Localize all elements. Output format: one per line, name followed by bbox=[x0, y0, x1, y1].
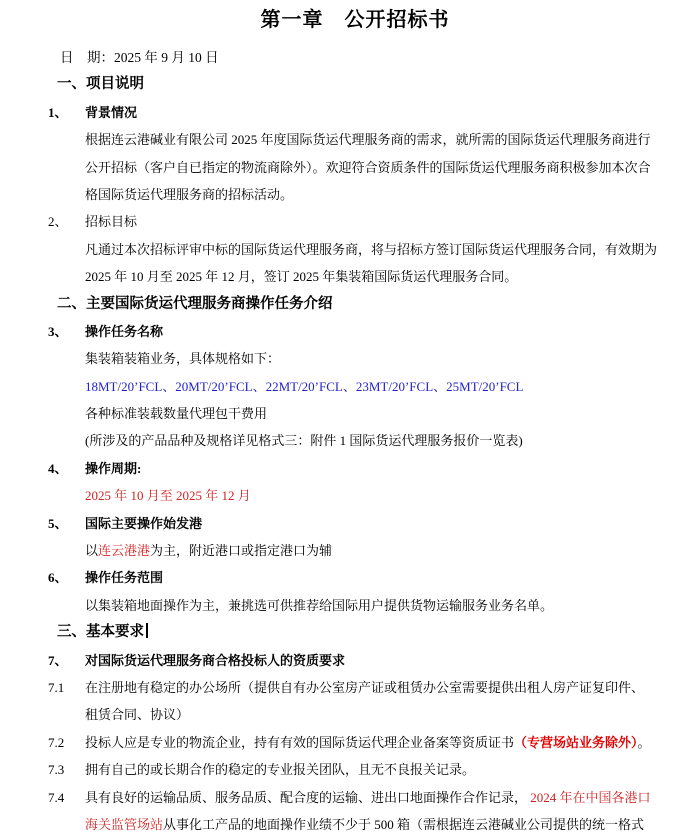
item-7-number: 7、 bbox=[48, 652, 68, 668]
port-text-post: 为主，附近港口或指定港口为辅 bbox=[150, 543, 333, 559]
item-7-1-row bbox=[0, 674, 680, 701]
section-3-text: 三、基本要求 bbox=[57, 624, 144, 641]
item-7-row bbox=[0, 647, 680, 674]
item-7-4-line-2 bbox=[85, 811, 680, 838]
item-7-4-line-2-black: 从事化工产品的地面操作业绩不少于 500 箱（需根据连云港碱业公司提供的统一格式 bbox=[163, 816, 645, 832]
paragraph-2-line-2: 2025 年 10 月至 2025 年 12 月，签订 2025 年集装箱国际货运代理服务合同。 bbox=[85, 269, 518, 285]
item-7-4-line-1-black: 具有良好的运输品质、服务品质、配合度的运输、进出口地面操作合作记录， bbox=[85, 789, 528, 805]
item-7-title: 对国际货运代理服务商合格投标人的资质要求 bbox=[85, 652, 346, 668]
item-1-row bbox=[0, 99, 680, 126]
section-heading-1: 一、项目说明 bbox=[57, 76, 144, 93]
item-7-3-text: 拥有自己的或长期合作的稳定的专业报关团队，且无不良报关记录。 bbox=[85, 762, 476, 778]
item-7-4-row bbox=[0, 784, 680, 811]
item-7-2-row bbox=[0, 729, 680, 756]
item-2-row bbox=[0, 208, 680, 235]
item-7-2-text-black: 投标人应是专业的物流企业，持有有效的国际货运代理企业备案等资质证书 bbox=[85, 734, 515, 750]
item-7-2-number: 7.2 bbox=[48, 734, 65, 750]
item-7-3-number: 7.3 bbox=[48, 762, 65, 778]
item-7-2-text-red: （专营场站业务除外） bbox=[514, 734, 638, 750]
item-4-number: 4、 bbox=[48, 460, 68, 476]
departure-port-line bbox=[85, 537, 680, 564]
date-line: 日 期：2025 年 9 月 10 日 bbox=[60, 50, 219, 65]
item-5-row bbox=[0, 510, 680, 537]
port-text-pre: 以 bbox=[85, 543, 99, 559]
port-name-highlight: 连云港港 bbox=[98, 543, 151, 559]
item-7-1-line-1: 在注册地有稳定的办公场所（提供自有办公室房产证或租赁办公室需要提供出租人房产证复印件、 bbox=[85, 679, 645, 695]
item-7-3-row bbox=[0, 756, 680, 783]
item-2-title: 招标目标 bbox=[85, 214, 138, 230]
container-business-line: 集装箱装箱业务，具体规格如下： bbox=[85, 351, 281, 367]
item-7-4-line-1 bbox=[85, 784, 651, 811]
agency-fee-line: 各种标准装载数量代理包干费用 bbox=[85, 406, 268, 422]
item-1-number: 1、 bbox=[48, 104, 68, 120]
item-7-4-line-2-red: 海关监管场站 bbox=[85, 816, 164, 832]
item-3-number: 3、 bbox=[48, 323, 68, 339]
item-2-number: 2、 bbox=[48, 214, 68, 230]
operation-period-line: 2025 年 10 月至 2025 年 12 月 bbox=[85, 488, 251, 504]
paragraph-1-line-2: 公开招标（客户自已指定的物流商除外）。欢迎符合资质条件的国际货运代理服务商积极参加本次合 bbox=[85, 159, 651, 175]
item-5-number: 5、 bbox=[48, 515, 68, 531]
item-6-row bbox=[0, 564, 680, 591]
item-7-4-number: 7.4 bbox=[48, 789, 65, 805]
task-scope-line: 以集装箱地面操作为主，兼挑选可供推荐给国际用户提供货物运输服务业务名单。 bbox=[85, 597, 554, 613]
item-5-title: 国际主要操作始发港 bbox=[85, 515, 203, 531]
item-7-4-line-1-red: 2024 年在中国各港口 bbox=[530, 789, 651, 805]
item-4-title: 操作周期: bbox=[85, 460, 142, 476]
item-7-1-number: 7.1 bbox=[48, 679, 65, 695]
paragraph-1-line-3: 格国际货运代理服务商的招标活动。 bbox=[85, 186, 294, 202]
section-heading-2: 二、主要国际货运代理服务商操作任务介绍 bbox=[57, 295, 333, 312]
paragraph-1-line-1: 根据连云港碱业有限公司 2025 年度国际货运代理服务商的需求，就所需的国际货运代理服务商进行 bbox=[85, 132, 651, 148]
section-heading-3 bbox=[57, 619, 680, 646]
item-1-title: 背景情况 bbox=[85, 104, 138, 120]
item-4-row bbox=[0, 455, 680, 482]
text-caret bbox=[146, 623, 148, 638]
attachment-note-line: (所涉及的产品品种及规格详见格式三：附件 1 国际货运代理服务报价一览表) bbox=[85, 433, 523, 449]
document-title: 第一章 公开招标书 bbox=[260, 9, 450, 31]
container-specs-line: 18MT/20’FCL、20MT/20’FCL、22MT/20’FCL、23MT/20’FCL、25MT/20’FCL bbox=[85, 378, 524, 394]
item-7-2-text-end: 。 bbox=[637, 734, 651, 750]
item-3-title: 操作任务名称 bbox=[85, 323, 164, 339]
item-6-number: 6、 bbox=[48, 570, 68, 586]
item-7-2-text bbox=[85, 729, 651, 756]
item-6-title: 操作任务范围 bbox=[85, 570, 164, 586]
item-3-row bbox=[0, 318, 680, 345]
paragraph-2-line-1: 凡通过本次招标评审中标的国际货运代理服务商，将与招标方签订国际货运代理服务合同，有效期为 bbox=[85, 241, 658, 257]
item-7-1-line-2: 租赁合同、协议） bbox=[85, 707, 190, 723]
